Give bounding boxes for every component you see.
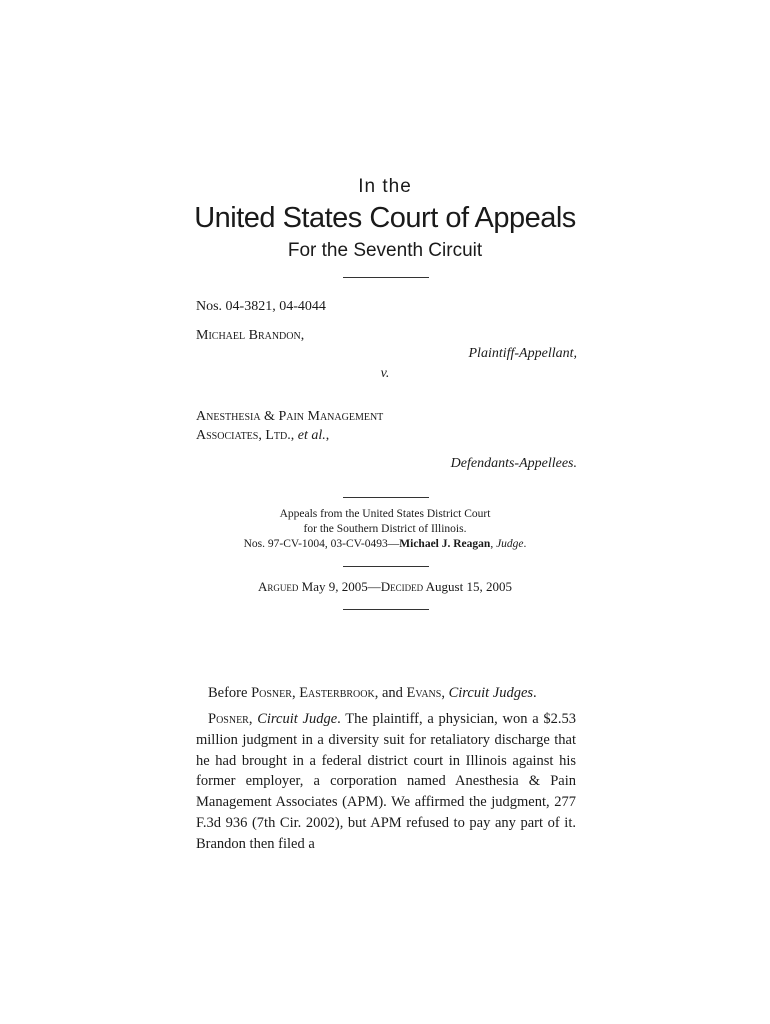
circuit-name: For the Seventh Circuit [287, 240, 483, 261]
panel-judge-2: Easterbrook [299, 685, 375, 701]
punct: , [325, 428, 330, 443]
defendant-name: Associates, Ltd., [196, 428, 295, 443]
decided-label: Decided [380, 579, 424, 594]
punct: . [533, 685, 537, 701]
before-label: Before [208, 685, 252, 701]
opinion-author-title: Circuit Judge [257, 711, 338, 727]
argued-label: Argued [258, 579, 299, 594]
decided-date: August 15, 2005 [423, 579, 512, 594]
district-judge-name: Michael J. Reagan [399, 538, 491, 550]
punct: , [490, 538, 497, 550]
appeal-line-1: Appeals from the United States District Court [279, 508, 491, 520]
punct: , [291, 685, 300, 701]
judge-title: Judge [496, 538, 524, 550]
defendant-name-line2 [196, 428, 329, 444]
panel-line [196, 683, 576, 704]
panel-title: Circuit Judges [448, 685, 534, 701]
opinion-paragraph [196, 709, 576, 855]
appeal-line-2: for the Southern District of Illinois. [303, 523, 467, 535]
punct: , and [374, 685, 407, 701]
panel-judge-3: Evans [406, 685, 442, 701]
divider-rule [343, 497, 429, 498]
panel-judge-1: Posner [251, 685, 292, 701]
appeal-line-3 [0, 538, 770, 550]
et-al: et al. [297, 428, 326, 443]
versus: v. [380, 366, 390, 381]
defendant-role: Defendants-Appellees. [450, 456, 577, 471]
divider-rule [343, 277, 429, 278]
header-in-the: In the [358, 176, 412, 197]
plaintiff-role: Plaintiff-Appellant, [468, 346, 577, 361]
punct: , [441, 685, 449, 701]
divider-rule [343, 609, 429, 610]
defendant-name-line1: Anesthesia & Pain Management [196, 409, 384, 424]
plaintiff-name: Michael Brandon, [196, 328, 305, 343]
opinion-text: . The plaintiff, a physician, won a $2.53 million judgment in a diversity suit for retaliatory discharge that he had brought in a federal district court in Illinois against his former employer, a corporation named Anesthesia & Pain Management Associates (APM). We affirmed the judgment, 277 F.3d 936 (7th Cir. 2002), but APM refused to pay any part of it. Brandon then filed a [196, 711, 576, 852]
district-case-numbers: Nos. 97-CV-1004, 03-CV-0493— [243, 538, 400, 550]
opinion-author: Posner [208, 711, 249, 727]
argued-decided-dates [0, 579, 770, 595]
punct: . [523, 538, 527, 550]
punct: , [248, 711, 258, 727]
case-numbers: Nos. 04-3821, 04-4044 [196, 299, 326, 314]
divider-rule [343, 566, 429, 567]
court-title: United States Court of Appeals [194, 202, 576, 234]
argued-date: May 9, 2005— [298, 579, 381, 594]
